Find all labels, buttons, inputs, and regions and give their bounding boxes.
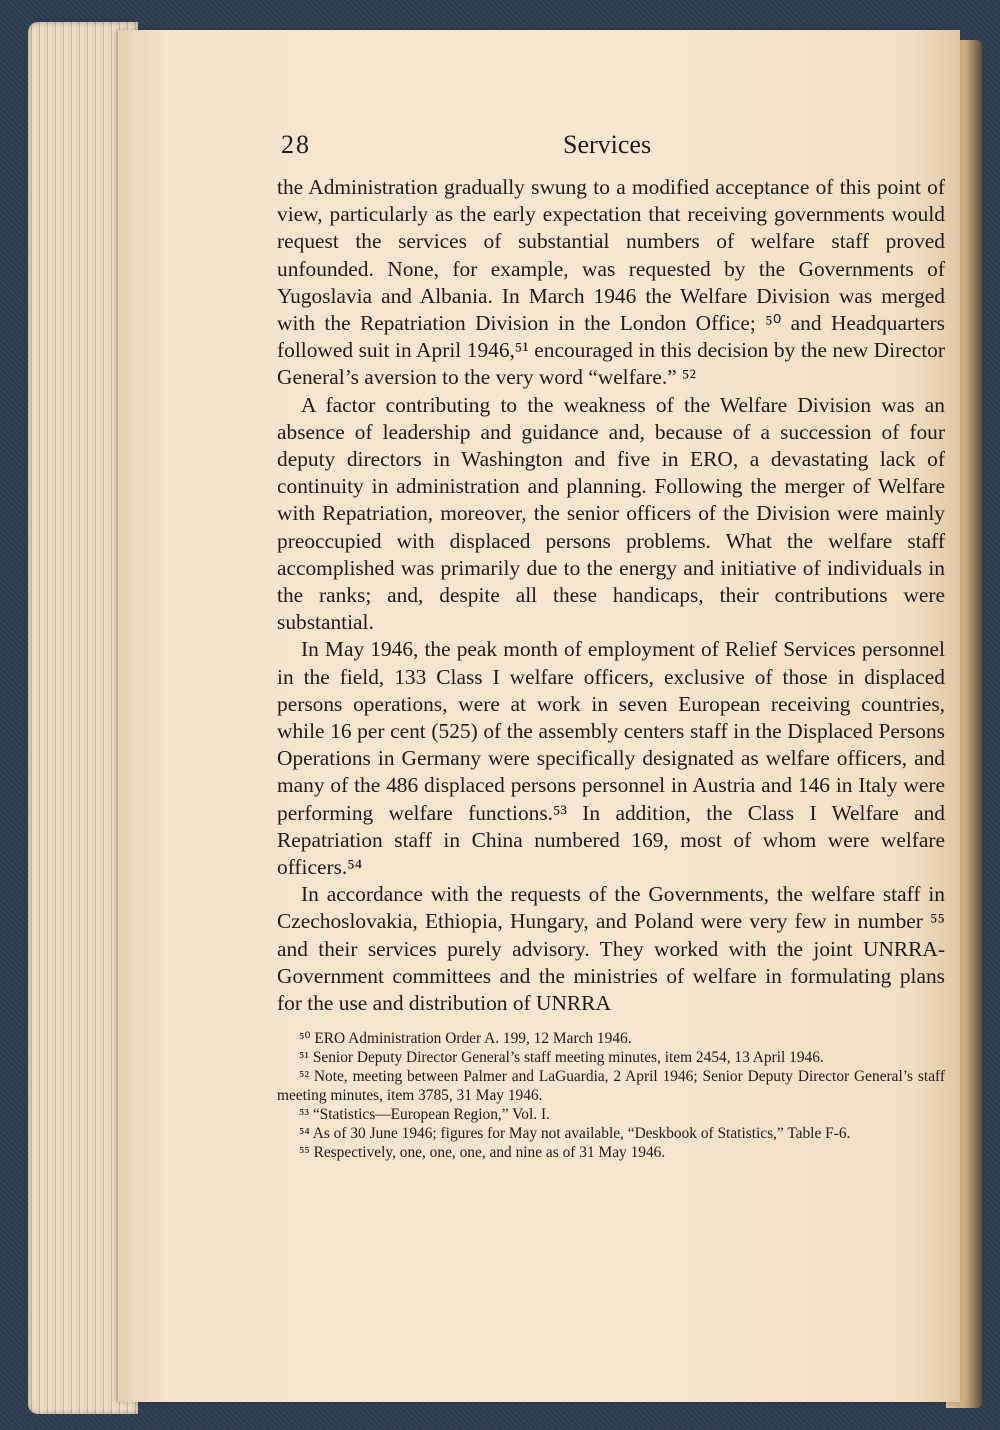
footnote-50: ⁵⁰ ERO Administration Order A. 199, 12 March 1946. (299, 1030, 632, 1048)
page-content (277, 128, 945, 1162)
footnote-54: ⁵⁴ As of 30 June 1946; figures for May not available, “Deskbook of Statistics,” Table F-6. (299, 1125, 851, 1143)
paragraph-1: the Administration gradually swung to a modified acceptance of this point of view, particularly as the early expectation that receiving governments would request the services of substantial numbers of welfare staff proved unfounded. None, for example, was requested by the Governments of Yugoslavia and Albania. In March 1946 the Welfare Division was merged with the Repatriation Division in the London Office; ⁵⁰ and Headquarters followed suit in April 1946,⁵¹ encouraged in this decision by the new Director General’s aversion to the very word “welfare.” ⁵² (277, 175, 945, 390)
running-head (277, 128, 945, 168)
footnote-52: ⁵² Note, meeting between Palmer and LaGuardia, 2 April 1946; Senior Deputy Director General’s staff meeting minutes, item 3785, 31 May 1946. (277, 1068, 945, 1105)
footnote-53: ⁵³ “Statistics—European Region,” Vol. I. (299, 1106, 550, 1124)
paragraph-3: In May 1946, the peak month of employment of Relief Services personnel in the field, 133 Class I welfare officers, exclusive of those in displaced persons operations, were at work in seven European receiving countries, while 16 per cent (525) of the assembly centers staff in the Displaced Persons Operations in Germany were specifically designated as welfare officers, and many of the 486 displaced persons personnel in Austria and 146 in Italy were performing welfare functions.⁵³ In addition, the Class I Welfare and Repatriation staff in China numbered 169, most of whom were welfare officers.⁵⁴ (277, 637, 945, 880)
paragraph-2: A factor contributing to the weakness of the Welfare Division was an absence of leadership and guidance and, because of a succession of four deputy directors in Washington and five in ERO, a devastating lack of continuity in administration and planning. Following the merger of Welfare with Repatriation, moreover, the senior officers of the Division were mainly preoccupied with displaced persons problems. What the welfare staff accomplished was primarily due to the energy and initiative of individuals in the ranks; and, despite all these handicaps, their contributions were substantial. (277, 392, 945, 635)
paragraph-4: In accordance with the requests of the Governments, the welfare staff in Czechoslovakia, Ethiopia, Hungary, and Poland were very few in number ⁵⁵ and their services purely advisory. They worked with the joint UNRRA-Government committees and the ministries of welfare in formulating plans for the use and distribution of UNRRA (277, 882, 945, 1016)
footnotes (277, 1029, 945, 1162)
running-title: Services (563, 130, 652, 159)
footnote-51: ⁵¹ Senior Deputy Director General’s staff meeting minutes, item 2454, 13 April 1946. (299, 1049, 824, 1067)
page-number: 28 (281, 130, 311, 159)
footnote-55: ⁵⁵ Respectively, one, one, one, and nine as of 31 May 1946. (299, 1144, 666, 1162)
